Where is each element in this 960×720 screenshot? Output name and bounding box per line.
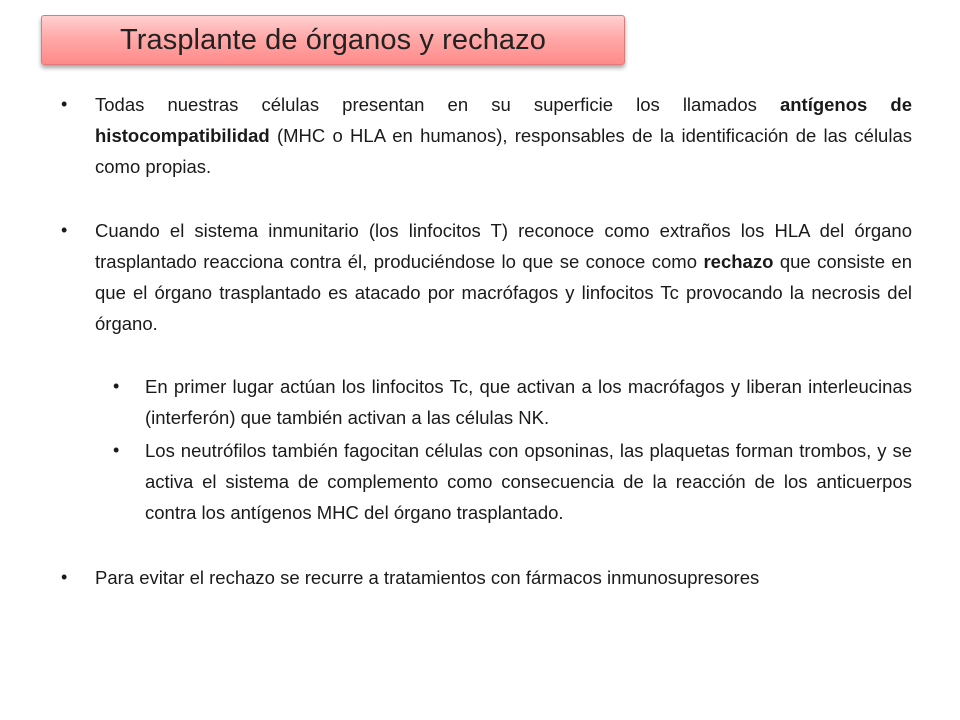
title-banner <box>41 15 625 65</box>
bullet-text: (MHC o HLA en humanos), responsables de la identificación de las células como propias. <box>95 125 912 177</box>
bullet-item-3 <box>61 562 912 593</box>
bullet-text: En primer lugar actúan los linfocitos Tc, que activan a los macrófagos y liberan interleucinas (interferón) que también activan a las células NK. <box>145 376 912 428</box>
bullet-icon: • <box>61 94 68 114</box>
bullet-emphasis: rechazo <box>703 251 774 272</box>
bullet-icon: • <box>61 220 68 240</box>
bullet-text: Todas nuestras células presentan en su superficie los llamados <box>95 94 780 115</box>
bullet-icon: • <box>113 440 120 460</box>
sub-bullet-item-2 <box>113 435 912 528</box>
bullet-text: que consiste en que el órgano trasplantado es atacado por macrófagos y linfocitos Tc provocando la necrosis del órgano. <box>95 251 912 334</box>
bullet-item-1 <box>61 89 912 182</box>
bullet-icon: • <box>113 376 120 396</box>
bullet-text: Cuando el sistema inmunitario (los linfocitos T) reconoce como extraños los HLA del órgano trasplantado reacciona contra él, produciéndose lo que se conoce como <box>95 220 912 272</box>
bullet-icon: • <box>61 567 68 587</box>
sub-bullet-item-1 <box>113 371 912 433</box>
bullet-text: Los neutrófilos también fagocitan células con opsoninas, las plaquetas forman trombos, y se activa el sistema de complemento como consecuencia de la reacción de los anticuerpos contra los antígenos MHC del órgano trasplantado. <box>145 440 912 523</box>
page-title: Trasplante de órganos y rechazo <box>120 23 546 56</box>
bullet-text: Para evitar el rechazo se recurre a tratamientos con fármacos inmunosupresores <box>95 567 760 588</box>
bullet-item-2 <box>61 215 912 339</box>
bullet-emphasis: antígenos de histocompatibilidad <box>95 94 912 146</box>
